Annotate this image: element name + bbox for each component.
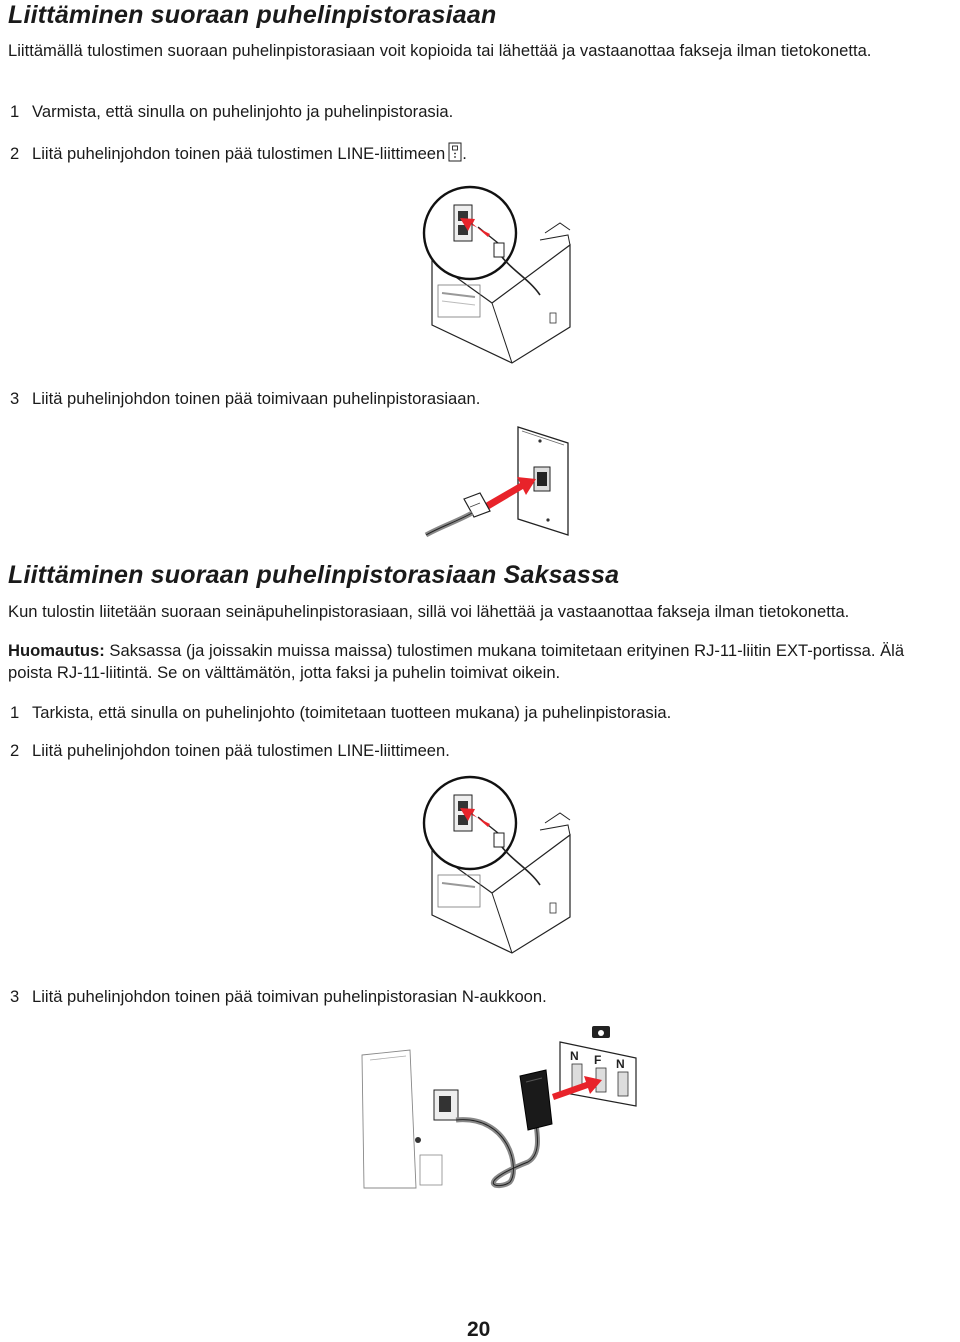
step-text: Liitä puhelinjohdon toinen pää toimivan puhelinpistorasian N-aukkoon.: [32, 987, 547, 1006]
printer-line-port-illustration: [420, 775, 580, 960]
step-text: Liitä puhelinjohdon toinen pää toimivaan puhelinpistorasiaan.: [32, 389, 481, 408]
wall-jack-illustration: [420, 425, 580, 540]
step-text: Varmista, että sinulla on puhelinjohto ja puhelinpistorasia.: [32, 102, 454, 121]
step-1: [10, 702, 671, 724]
printer-line-port-illustration: [420, 185, 580, 370]
step-2: [10, 740, 450, 762]
step-number: 3: [10, 987, 20, 1006]
section-title: Liittäminen suoraan puhelinpistorasiaan: [8, 1, 497, 29]
tae-socket-illustration: [360, 1020, 640, 1190]
page-number: 20: [467, 1318, 491, 1341]
tae-label-n-left: N: [570, 1049, 579, 1063]
intro-paragraph: Liittämällä tulostimen suoraan puhelinpistorasiaan voit kopioida tai lähettää ja vastaanottaa fakseja ilman tietokonetta.: [8, 41, 872, 60]
step-number: 2: [10, 144, 20, 163]
step-3: [10, 986, 547, 1008]
note-label: Huomautus:: [8, 641, 105, 660]
step-number: 1: [10, 703, 20, 722]
step-3: [10, 388, 480, 410]
tae-label-f: F: [594, 1053, 602, 1067]
step-2: [10, 142, 467, 168]
telephone-icon: [592, 1026, 610, 1038]
step-suffix: .: [462, 144, 467, 163]
step-text: Liitä puhelinjohdon toinen pää tulostimen LINE-liittimeen.: [32, 741, 450, 760]
note-paragraph: [8, 640, 943, 684]
step-number: 3: [10, 389, 20, 408]
step-number: 2: [10, 741, 20, 760]
tae-label-n-right: N: [616, 1057, 625, 1071]
note-text: Saksassa (ja joissakin muissa maissa) tulostimen mukana toimitetaan erityinen RJ-11-liitin EXT-portissa. Älä poista RJ-11-liitintä. Se on välttämätön, jotta faksi ja puhelin toimivat oikein.: [8, 641, 905, 682]
line-port-icon: [448, 142, 462, 168]
intro-paragraph: Kun tulostin liitetään suoraan seinäpuhelinpistorasiaan, sillä voi lähettää ja vastaanottaa fakseja ilman tietokonetta.: [8, 602, 850, 621]
step-text: Liitä puhelinjohdon toinen pää tulostimen LINE-liittimeen: [32, 144, 446, 163]
step-text: Tarkista, että sinulla on puhelinjohto (toimitetaan tuotteen mukana) ja puhelinpistorasia.: [32, 703, 672, 722]
section-title: Liittäminen suoraan puhelinpistorasiaan Saksassa: [8, 561, 620, 589]
step-number: 1: [10, 102, 20, 121]
step-1: [10, 101, 453, 123]
